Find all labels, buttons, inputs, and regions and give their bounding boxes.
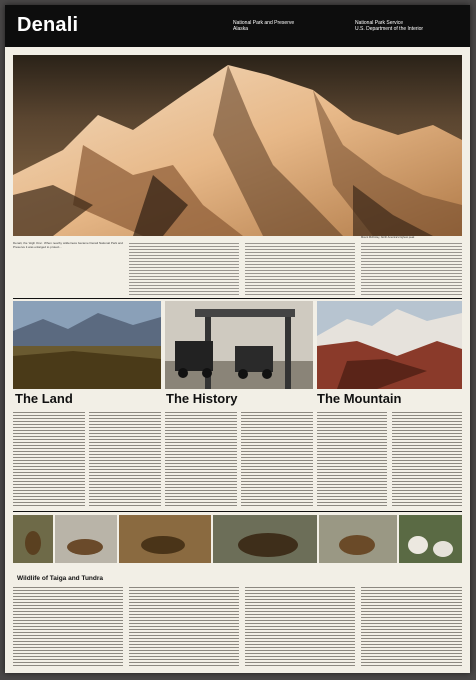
hero-mountain-image (13, 55, 462, 236)
state-name: Alaska (233, 26, 249, 32)
agency-name (355, 20, 423, 32)
wildlife-text-3 (245, 585, 355, 667)
section-title-mountain: The Mountain (317, 391, 402, 406)
poster (5, 5, 470, 673)
intro-column-3 (245, 241, 355, 296)
wildlife-title: Wildlife of Taiga and Tundra (17, 575, 104, 582)
park-name (233, 20, 294, 32)
hero-caption: Mount McKinley, North America's highest peak (361, 236, 415, 239)
intro-column-2 (129, 241, 239, 296)
intro-column-4 (361, 241, 462, 296)
land-text-1 (13, 410, 85, 508)
wildlife-photo-strip (13, 515, 462, 563)
history-text-2 (241, 410, 313, 508)
history-text-1 (165, 410, 237, 508)
agency-line: National Park Service (355, 20, 404, 26)
title-bar (5, 5, 470, 47)
wildlife-text-4 (361, 585, 462, 667)
land-photo (13, 301, 161, 389)
mountain-photo (317, 301, 462, 389)
section-divider-bottom (13, 511, 462, 512)
wildlife-text-2 (129, 585, 239, 667)
land-text-2 (89, 410, 161, 508)
mountain-text-2 (392, 410, 462, 508)
section-divider-top (13, 298, 462, 299)
section-title-history: The History (166, 391, 238, 406)
intro-text: Denali, the 'High One'. When nearby wilderness became Denali National Park and Preserve it was enlarged to protect... (13, 241, 123, 249)
mountain-text-1 (317, 410, 387, 508)
section-title-land: The Land (15, 391, 73, 406)
wildlife-text-1 (13, 585, 123, 667)
department-line: U.S. Department of the Interior (355, 26, 424, 32)
history-photo (165, 301, 313, 389)
intro-column-1 (13, 241, 123, 296)
page-title: Denali (17, 14, 79, 36)
park-name-line: National Park and Preserve (233, 20, 295, 26)
